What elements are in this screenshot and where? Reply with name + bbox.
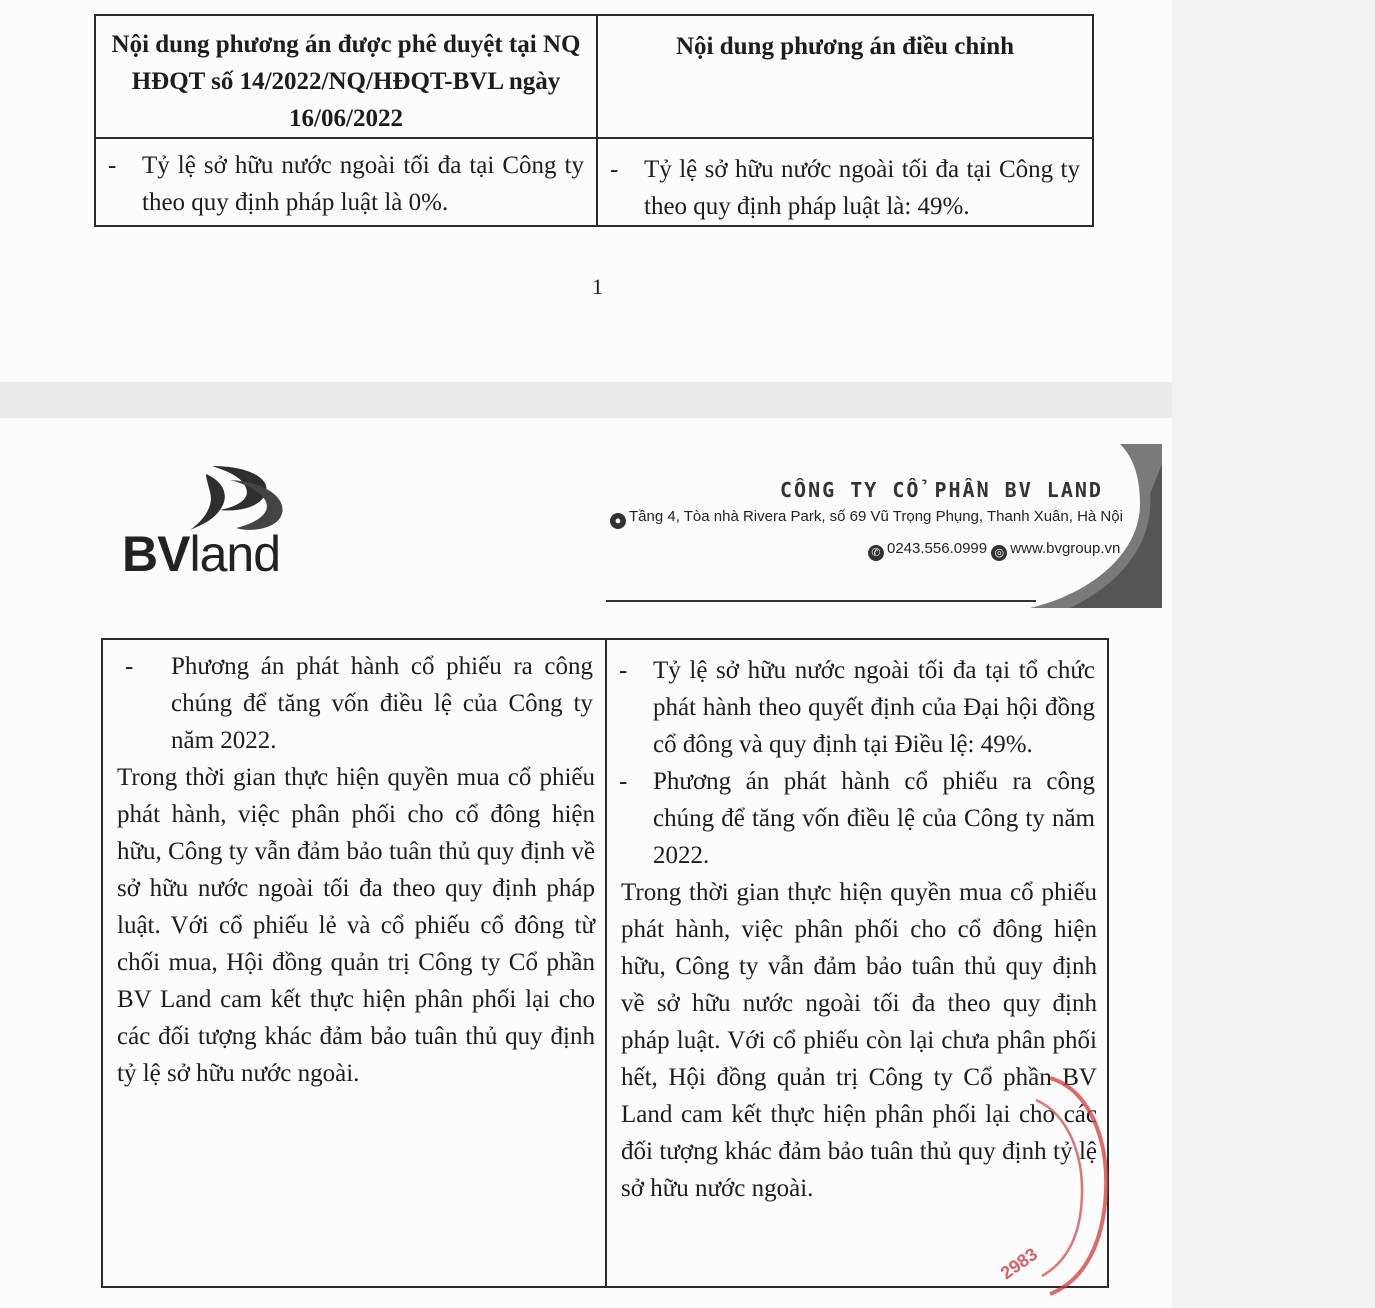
ownership-adjusted-text: Tỷ lệ sở hữu nước ngoài tối đa tại Công ty theo quy định pháp luật là: 49%. <box>644 156 1080 220</box>
letterhead-swoosh-icon <box>1030 444 1162 608</box>
header-cell-approved <box>95 15 597 138</box>
location-pin-icon: ● <box>610 513 626 529</box>
bullet-dash: - <box>610 156 619 183</box>
approved-content-cell <box>102 639 606 1287</box>
company-seal-stamp <box>990 1070 1110 1300</box>
logo-bv-text: BV <box>122 526 190 582</box>
row-cell-adjusted <box>597 138 1093 226</box>
header-approved-text: Nội dung phương án được phê duyệt tại NQ HĐQT số 14/2022/NQ/HĐQT-BVL ngày 16/06/2022 <box>111 31 581 132</box>
row-cell-approved <box>95 138 597 226</box>
bvland-wordmark <box>122 525 280 583</box>
approved-issuance-item: Phương án phát hành cổ phiếu ra công chúng để tăng vốn điều lệ của Công ty năm 2022. <box>171 653 593 754</box>
globe-icon: ◎ <box>991 545 1007 561</box>
website-text: www.bvgroup.vn <box>1010 540 1121 557</box>
bullet-dash: - <box>125 653 134 680</box>
company-name: CÔNG TY CỔ PHẦN BV LAND <box>780 478 1103 502</box>
bullet-dash: - <box>619 657 628 684</box>
page-number: 1 <box>592 274 603 299</box>
adjusted-distribution-paragraph: Trong thời gian thực hiện quyền mua cổ phiếu phát hành, việc phân phối cho cổ đông hiện hữu, Công ty vẫn đảm bảo tuân thủ quy định về sở hữu nước ngoài tối đa theo quy định pháp luật. Với cổ phiếu còn lại chưa phân phối hết, Hội đồng quản trị Công ty Cổ phần BV Land cam kết thực hiện phân phối lại cho các đối tượng khác đảm bảo tuân thủ quy định tỷ lệ sở hữu nước ngoài. <box>621 879 1097 1202</box>
viewer-background <box>1172 0 1375 1308</box>
phone-icon: ✆ <box>868 545 884 561</box>
header-adjusted-text: Nội dung phương án điều chỉnh <box>675 33 1015 60</box>
header-cell-adjusted <box>597 15 1093 138</box>
adjusted-issuance-item: Phương án phát hành cổ phiếu ra công chúng để tăng vốn điều lệ của Công ty năm 2022. <box>653 768 1095 869</box>
approved-distribution-paragraph: Trong thời gian thực hiện quyền mua cổ phiếu phát hành, việc phân phối cho cổ đông hiện hữu, Công ty vẫn đảm bảo tuân thủ quy định về sở hữu nước ngoài tối đa theo quy định pháp luật. Với cổ phiếu lẻ và cổ phiếu cổ đông từ chối mua, Hội đồng quản trị Công ty Cổ phần BV Land cam kết thực hiện phân phối lại cho các đối tượng khác đảm bảo tuân thủ quy định tỷ lệ sở hữu nước ngoài. <box>117 764 595 1087</box>
letterhead-divider <box>606 600 1036 602</box>
bullet-dash: - <box>108 152 117 179</box>
phone-text: 0243.556.0999 <box>887 540 988 557</box>
bullet-dash: - <box>619 768 628 795</box>
comparison-table-top <box>94 14 1094 227</box>
logo-land-text: land <box>189 526 280 582</box>
ownership-approved-text: Tỷ lệ sở hữu nước ngoài tối đa tại Công ty theo quy định pháp luật là 0%. <box>142 152 584 216</box>
document-page-1 <box>0 0 1172 382</box>
comparison-table-bottom <box>101 638 1109 1288</box>
adjusted-ownership-item: Tỷ lệ sở hữu nước ngoài tối đa tại tổ chức phát hành theo quyết định của Đại hội đồng cổ đông và quy định tại Điều lệ: 49%. <box>653 657 1095 758</box>
address-text: Tầng 4, Tòa nhà Rivera Park, số 69 Vũ Trọng Phụng, Thanh Xuân, Hà Nội <box>629 508 1123 525</box>
svg-text:2983: 2983 <box>996 1243 1042 1284</box>
